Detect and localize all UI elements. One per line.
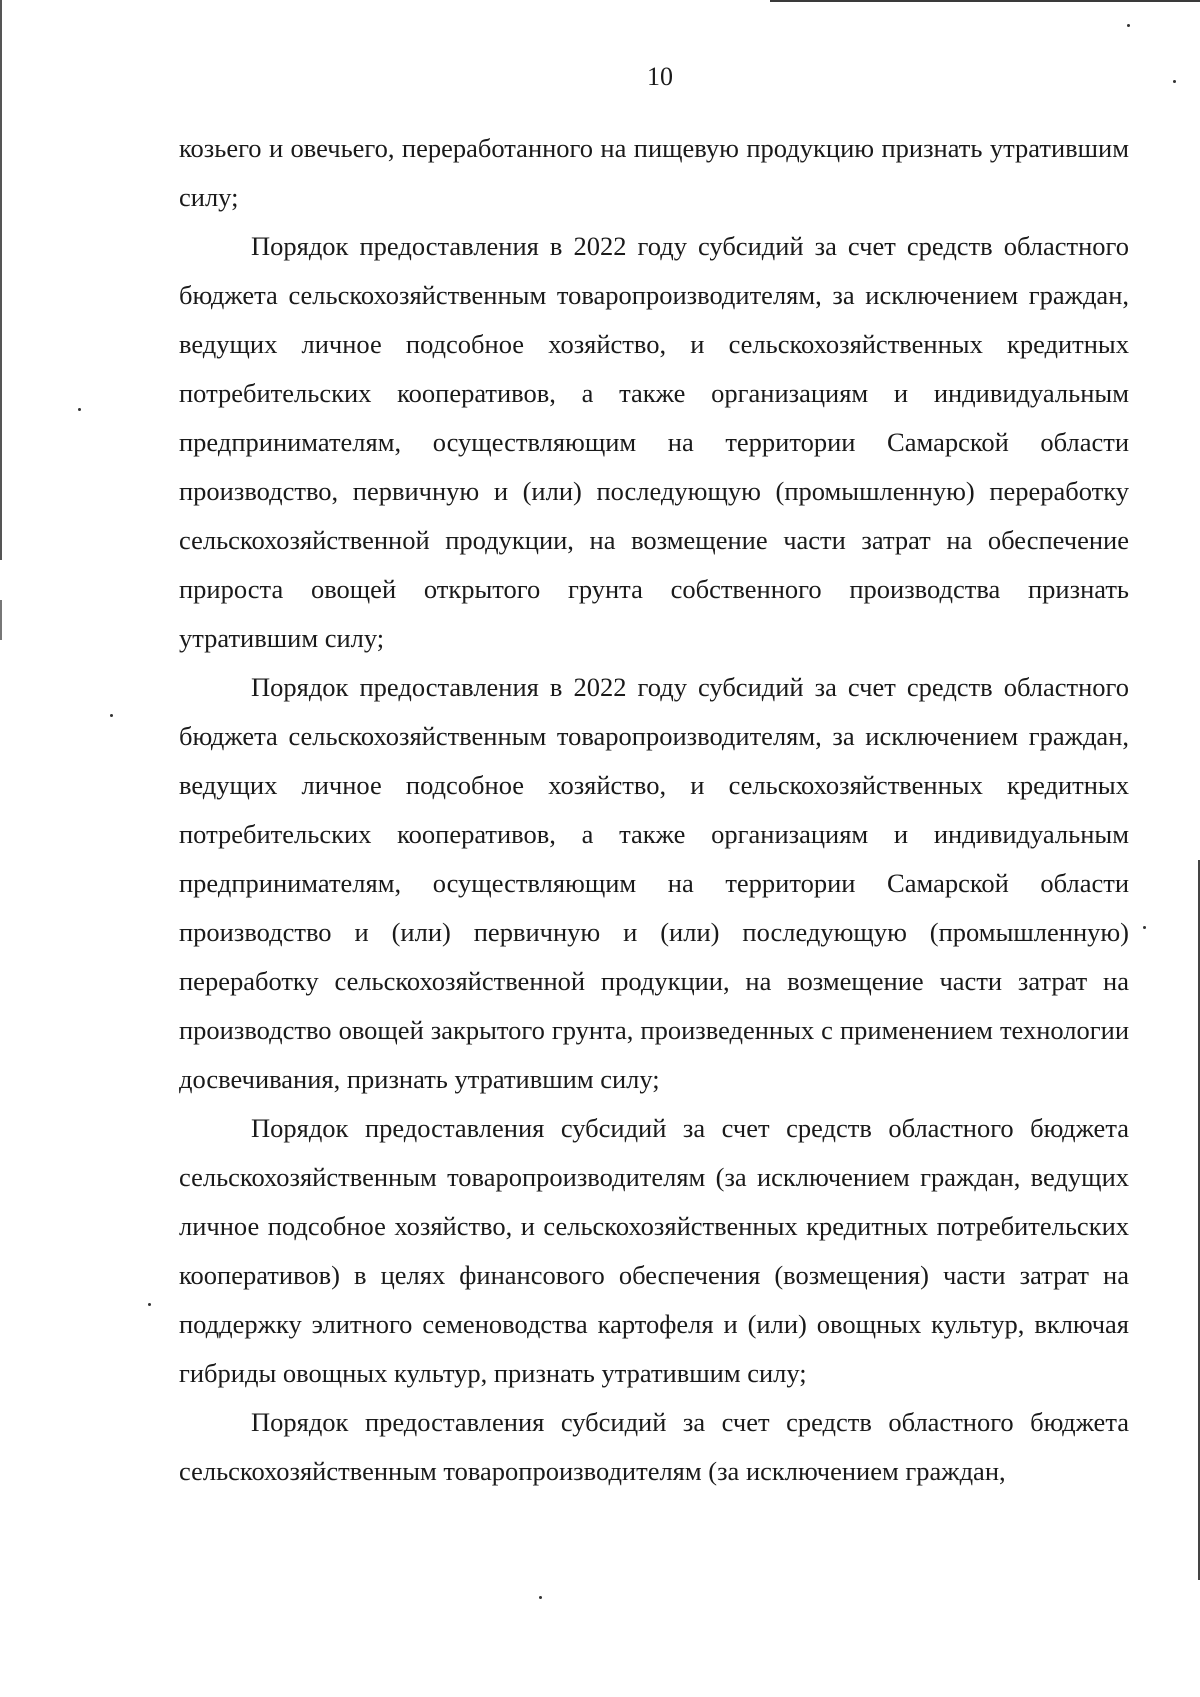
paragraph-elite-seed-production: Порядок предоставления субсидий за счет средств областного бюджета сельскохозяйственным товаропроизводителям (за исключением граждан, ведущих личное подсобное хозяйство, и сельскохозяйственных кредитных потребительских кооперативов) в целях финансового обеспечения (возмещения) части затрат на поддержку элитного семеноводства картофеля и (или) овощных культур, включая гибриды овощных культур, признать утратившим силу; <box>179 1113 1129 1388</box>
scan-speck <box>1143 926 1146 929</box>
document-body <box>179 124 1129 1496</box>
page-number: 10 <box>647 62 673 91</box>
scan-speck <box>1127 24 1130 27</box>
paragraph-greenhouse-vegetables: Порядок предоставления в 2022 году субсидий за счет средств областного бюджета сельскохозяйственным товаропроизводителям, за исключением граждан, ведущих личное подсобное хозяйство, и сельскохозяйственных кредитных потребительских кооперативов, а также организациям и индивидуальным предпринимателям, осуществляющим на территории Самарской области производство и (или) первичную и (или) последующую (промышленную) переработку сельскохозяйственной продукции, на возмещение части затрат на производство овощей закрытого грунта, произведенных с применением технологии досвечивания, признать утратившим силу; <box>179 672 1129 1094</box>
scan-speck <box>110 714 113 717</box>
scan-top-rule <box>770 0 1200 2</box>
paragraph-continuation: козьего и овечьего, переработанного на пищевую продукцию признать утратившим силу; <box>179 133 1129 212</box>
scan-speck <box>78 408 81 411</box>
paragraph-open-ground-vegetables: Порядок предоставления в 2022 году субсидий за счет средств областного бюджета сельскохозяйственным товаропроизводителям, за исключением граждан, ведущих личное подсобное хозяйство, и сельскохозяйственных кредитных потребительских кооперативов, а также организациям и индивидуальным предпринимателям, осуществляющим на территории Самарской области производство, первичную и (или) последующую (промышленную) переработку сельскохозяйственной продукции, на возмещение части затрат на обеспечение прироста овощей открытого грунта собственного производства признать утратившим силу; <box>179 231 1129 653</box>
scan-speck <box>539 1596 542 1599</box>
scan-speck <box>148 1303 151 1306</box>
scan-left-edge-mark <box>0 600 2 640</box>
paragraph-subsidy-order: Порядок предоставления субсидий за счет средств областного бюджета сельскохозяйственным товаропроизводителям (за исключением граждан, <box>179 1407 1129 1486</box>
